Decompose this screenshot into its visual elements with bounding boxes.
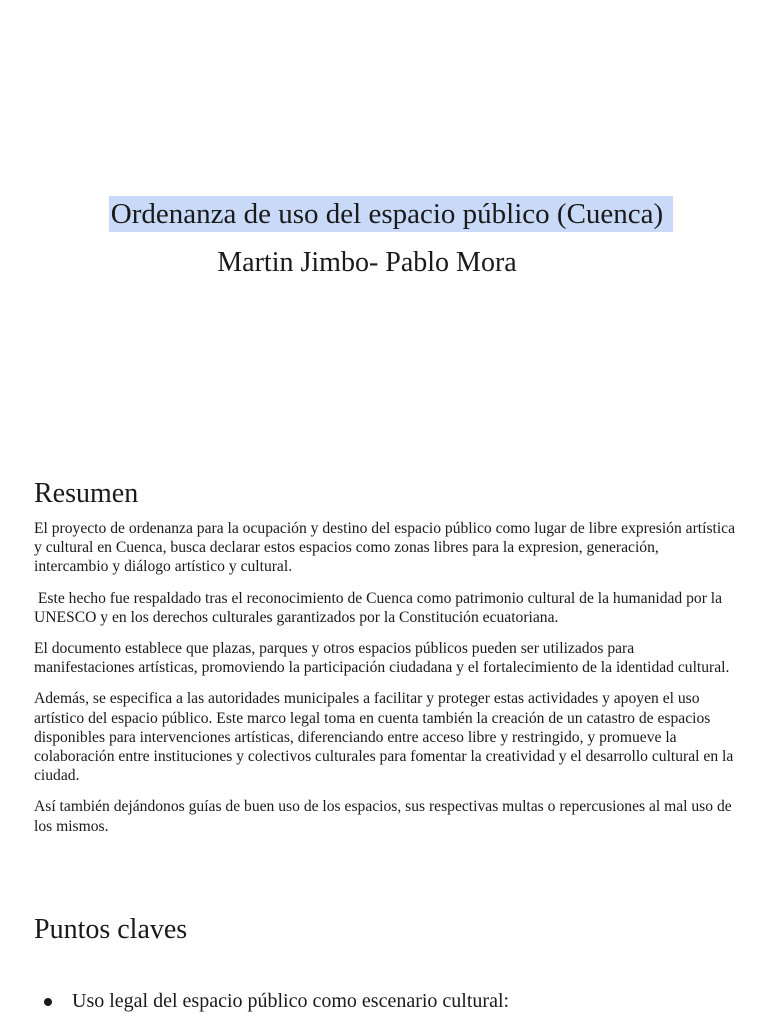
bullet-dot-icon [44,998,52,1006]
resumen-paragraph: Este hecho fue respaldado tras el reconocimiento de Cuenca como patrimonio cultural de la humanidad por la UNESCO y en los derechos culturales garantizados por la Constitución ecuatoriana. [34,589,726,626]
resumen-paragraph: Así también dejándonos guías de buen uso de los espacios, sus respectivas multas o repercusiones al mal uso de los mismos. [34,798,732,835]
document-authors: Martin Jimbo- Pablo Mora [217,247,517,278]
puntos-claves-heading: Puntos claves [34,914,188,945]
title-block [0,196,768,232]
resumen-paragraph: El proyecto de ordenanza para la ocupación y destino del espacio público como lugar de libre expresión artística y cultural en Cuenca, busca declarar estos espacios como zonas libres para la expresion, generación, intercambio y diálogo artístico y cultural. [34,520,736,576]
resumen-body [34,519,736,848]
resumen-heading: Resumen [34,478,139,509]
document-title: Ordenanza de uso del espacio público (Cuenca) [109,196,673,232]
resumen-paragraph: El documento establece que plazas, parques y otros espacios públicos pueden ser utilizados para manifestaciones artísticas, promoviendo la participación ciudadana y el fortalecimiento de la identidad cultural. [34,640,730,677]
list-item [0,987,509,1015]
resumen-paragraph: Además, se especifica a las autoridades municipales a facilitar y proteger estas actividades y apoyen el uso artístico del espacio público. Este marco legal toma en cuenta también la creación de un catastro de espacios disponibles para intervenciones artísticas, diferenciando entre acceso libre y restringido, y promueve la colaboración entre instituciones y colectivos culturales para fomentar la creatividad y el desarrollo cultural en la ciudad. [34,690,734,785]
list-item-text: Uso legal del espacio público como escenario cultural: [72,990,510,1012]
puntos-claves-list [0,987,509,1015]
